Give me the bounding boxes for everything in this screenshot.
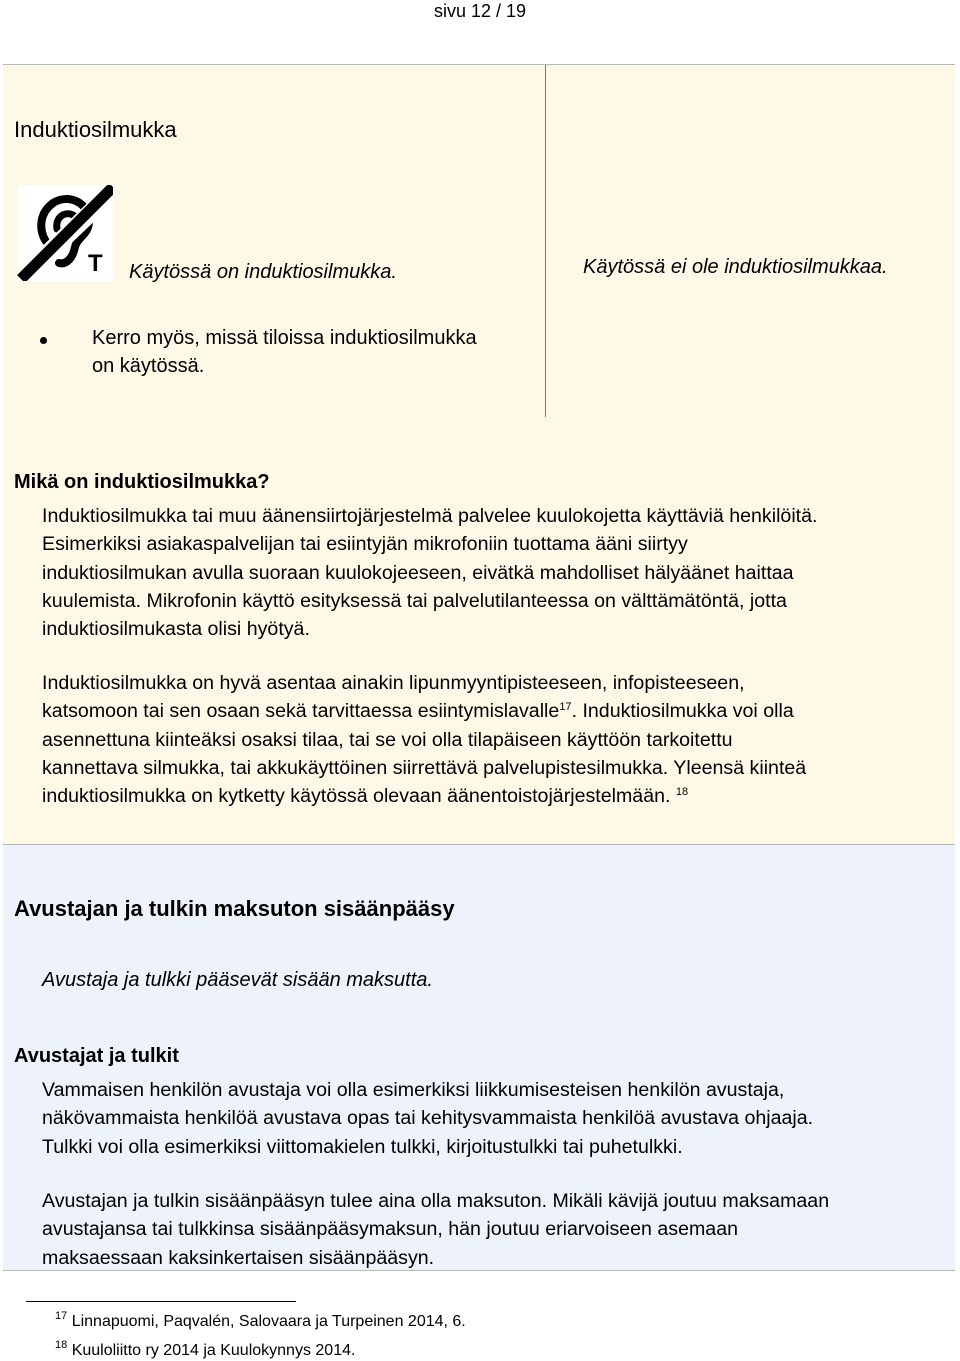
- hearing-loop-t-icon: [17, 185, 113, 281]
- footnote-17: $^{17}$ Linnapuomi, Paqvalén, Salovaara ja Turpeinen 2014, 6.: [55, 1310, 466, 1330]
- t-letter: T: [88, 250, 103, 277]
- what-is-heading: Mikä on induktiosilmukka?: [14, 471, 270, 493]
- footnote-18: $^{18}$ Kuuloliitto ry 2014 ja Kuulokynnys 2014.: [55, 1339, 356, 1359]
- loop-available-label: Käytössä on induktiosilmukka.: [129, 261, 397, 283]
- loop-not-available-label: Käytössä ei ole induktiosilmukkaa.: [583, 256, 888, 278]
- assistant-statement: Avustaja ja tulkki pääsevät sisään maksutta.: [42, 969, 433, 991]
- bullet-text: Kerro myös, missä tiloissa induktiosilmukka on käytössä.: [92, 327, 477, 377]
- section-title: Induktiosilmukka: [14, 117, 177, 142]
- paragraph-assistants: Vammaisen henkilön avustaja voi olla esimerkiksi liikkumisesteisen henkilön avustaja, näkövammaista henkilöä avustava opas tai kehitysvammaista henkilöä avustava ohjaaja. Tulkki voi olla esimerkiksi viittomakielen tulkki, kirjoitustulkki tai puhetulkki.: [42, 1079, 814, 1158]
- page-number: sivu 12 / 19: [433, 1, 527, 21]
- paragraph-free-entry: Avustajan ja tulkin sisäänpääsyn tulee aina olla maksuton. Mikäli kävijä joutuu maksamaan avustajansa tai tulkkinsa sisäänpääsymaksun, hän joutuu eriarvoiseen asemaan maksaessaan kaksinkertaisen sisäänpääsyn.: [42, 1190, 830, 1269]
- paragraph-intro: Induktiosilmukka tai muu äänensiirtojärjestelmä palvelee kuulokojetta käyttäviä henkilöitä. Esimerkiksi asiakaspalvelijan tai esiintyjän mikrofoniin tuottama ääni siirtyy induktiosilmukan avulla suoraan kuulokojeeseen, eivätkä mahdolliset hälyäänet haittaa kuulemista. Mikrofonin käyttö esityksessä tai palvelutilanteessa on välttämätöntä, jotta induktiosilmukasta olisi hyötyä.: [42, 505, 818, 641]
- footnote-separator: [26, 1301, 296, 1302]
- paragraph-installation: Induktiosilmukka on hyvä asentaa ainakin lipunmyyntipisteeseen, infopisteeseen, katsomoon tai sen osaan sekä tarvittaessa esiintymislavalle$^{17}$. Induktiosilmukka voi olla asennettuna kiinteäksi osaksi tilaa, tai se voi olla tilapäiseen käyttöön tarkoitettu kannettava silmukka, tai akkukäyttöinen siirrettävä palvelupistesilmukka. Yleensä kiinteä induktiosilmukka on kytketty käytössä olevaan äänentoistojärjestelmään. $^{18}$: [42, 672, 807, 808]
- assistant-entry-section: [3, 844, 955, 1271]
- bullet-icon: [40, 337, 47, 344]
- induction-loop-section: [3, 64, 955, 845]
- footnote-ref-18: 18: [675, 786, 689, 799]
- section-title: Avustajan ja tulkin maksuton sisäänpääsy: [14, 896, 455, 921]
- column-divider: [545, 65, 546, 417]
- footnote-ref-17: 17: [559, 701, 572, 714]
- sub-heading: Avustajat ja tulkit: [14, 1045, 179, 1067]
